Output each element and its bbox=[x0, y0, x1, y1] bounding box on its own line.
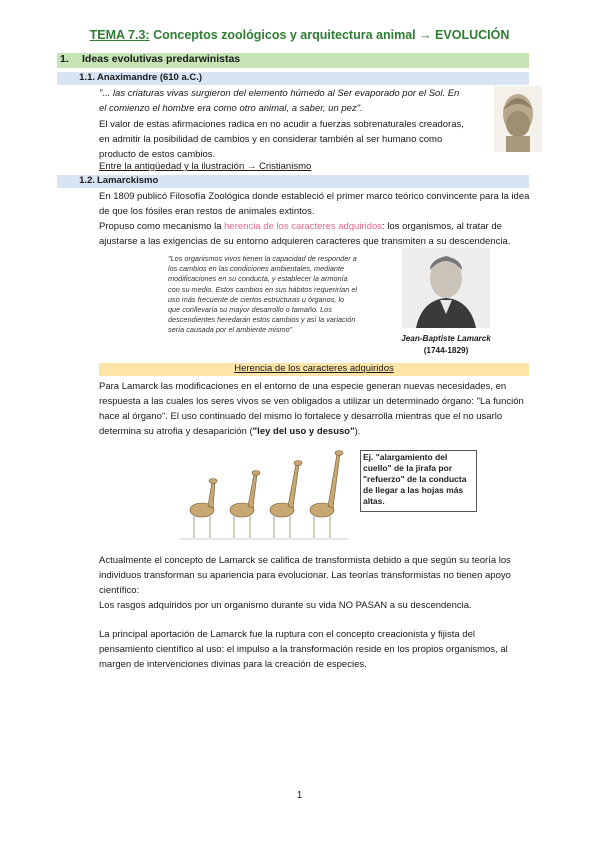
anax-text-line: en admitir la posibilidad de cambios y en considerar también al ser humano como bbox=[99, 134, 443, 145]
lamarck-quote-image bbox=[168, 254, 380, 344]
subsection-label: Lamarckismo bbox=[97, 175, 159, 186]
example-text bbox=[363, 452, 475, 507]
herencia-heading bbox=[99, 363, 529, 376]
princ-text-line: margen de intervenciones divinas para la creación de especies. bbox=[99, 659, 367, 670]
her-text-span: ). bbox=[354, 426, 361, 437]
act-text-line: científico: bbox=[99, 585, 140, 596]
anax-text-line: Entre la antigüedad y la ilustración → Cristianismo bbox=[99, 161, 312, 172]
example-line: cuello" de la jirafa por bbox=[363, 463, 453, 473]
lam-text-span: Propuso como mecanismo la bbox=[99, 221, 225, 232]
quote-line: uso más frecuente de ciertos estructuras u órganos, lo bbox=[168, 294, 345, 304]
example-line: Ej. "alargamiento del bbox=[363, 452, 448, 462]
topic-number: TEMA 7.3: bbox=[89, 28, 150, 42]
quote-line: descendientes heredarán estos cambios y así la variación bbox=[168, 315, 356, 325]
quote-line: que conllevaría su mayor desarrollo o tamaño. Los bbox=[168, 305, 332, 315]
page-title bbox=[0, 28, 599, 42]
quote-line: los cambios en las condiciones ambientales, mediante bbox=[168, 264, 345, 274]
example-line: altas. bbox=[363, 496, 385, 506]
subsection-heading-anaximandre bbox=[57, 72, 529, 85]
portrait-years: (1744-1829) bbox=[423, 346, 469, 355]
lam-text-line: de que los fósiles eran restos de animales extintos. bbox=[99, 206, 315, 217]
portrait-name: Jean-Baptiste Lamarck bbox=[401, 334, 491, 343]
topic-title: Conceptos zoológicos y arquitectura animal → EVOLUCIÓN bbox=[149, 28, 510, 42]
giraffes-illustration bbox=[180, 448, 348, 548]
subsection-number: 1.1. bbox=[79, 72, 95, 83]
her-text-line: Para Lamarck las modificaciones en el entorno de una especie generan nuevas necesidades, en bbox=[99, 381, 507, 392]
lam-text-span: : los organismos, al tratar de bbox=[382, 221, 502, 232]
anax-text-line: El valor de estas afirmaciones radica en no acudir a fuerzas sobrenaturales creadoras, bbox=[99, 119, 464, 130]
highlight-term: herencia de los caracteres adquiridos bbox=[224, 221, 383, 232]
her-text-line: hace al órgano". El uso continuado del mismo lo fortalece y desarrolla mientras que el no usarlo bbox=[99, 411, 503, 422]
quote-line: sería causada por el ambiente mismo". bbox=[168, 325, 295, 335]
anax-quote-line: el comienzo el hombre era como otro animal, a saber, un pez". bbox=[99, 103, 363, 114]
lam-text-line bbox=[99, 219, 502, 234]
quote-line: "Los organismos vivos tienen la capacidad de responder a bbox=[168, 254, 357, 263]
law-term: "ley del uso y desuso" bbox=[252, 426, 355, 437]
example-line: "refuerzo" de la conducta bbox=[363, 474, 467, 484]
act-text-line: Los rasgos adquiridos por un organismo durante su vida NO PASAN a su descendencia. bbox=[99, 600, 472, 611]
act-text-line: individuos transforman su apariencia para evolucionar. Las teorías transformistas no tienen apoyo bbox=[99, 570, 511, 581]
lam-text-line: En 1809 publicó Filosofía Zoológica donde estableció el primer marco teórico convincente para la idea bbox=[99, 191, 530, 202]
her-text-span: determina su atrofia y desaparición ( bbox=[99, 426, 253, 437]
anax-quote-line: "... las criaturas vivas surgieron del elemento húmedo al Ser evaporado por el Sol. En bbox=[99, 88, 460, 99]
quote-line: con su medio. Estos cambios en sus hábitos requerirían el bbox=[168, 284, 358, 294]
anax-text-line: producto de estos cambios. bbox=[99, 149, 216, 160]
lamarck-portrait-image bbox=[402, 248, 490, 328]
herencia-heading-text: Herencia de los caracteres adquiridos bbox=[234, 363, 394, 374]
anaximander-bust-image bbox=[494, 86, 542, 152]
subsection-heading-lamarckismo bbox=[57, 175, 529, 188]
example-line: de llegar a las hojas más bbox=[363, 485, 464, 495]
subsection-number: 1.2. bbox=[79, 175, 95, 186]
section-number: 1. bbox=[60, 53, 69, 65]
section-label: Ideas evolutivas predarwinistas bbox=[82, 53, 241, 65]
her-text-line: respuesta a las cuales los seres vivos se ven obligados a utilizar un determinado órgano: "La función bbox=[99, 396, 524, 407]
act-text-line: Actualmente el concepto de Lamarck se califica de transformista debido a que según su teoría los bbox=[99, 555, 511, 566]
princ-text-line: pensamiento científico al uso: el impulso a la transformación reside en los propios organismos, al bbox=[99, 644, 508, 655]
her-text-line bbox=[99, 424, 360, 439]
lam-text-line: ajustarse a las exigencias de su entorno adquieren caracteres que transmiten a su descendencia. bbox=[99, 236, 511, 247]
section-heading-1 bbox=[57, 53, 529, 68]
quote-line: modificaciones en su conducta, y establecer la armonía bbox=[168, 274, 348, 284]
princ-text-line: La principal aportación de Lamarck fue la ruptura con el concepto creacionista y fijista del bbox=[99, 629, 475, 640]
page-number: 1 bbox=[296, 790, 303, 801]
subsection-label: Anaximandre (610 a.C.) bbox=[97, 72, 203, 83]
portrait-caption bbox=[396, 333, 496, 357]
